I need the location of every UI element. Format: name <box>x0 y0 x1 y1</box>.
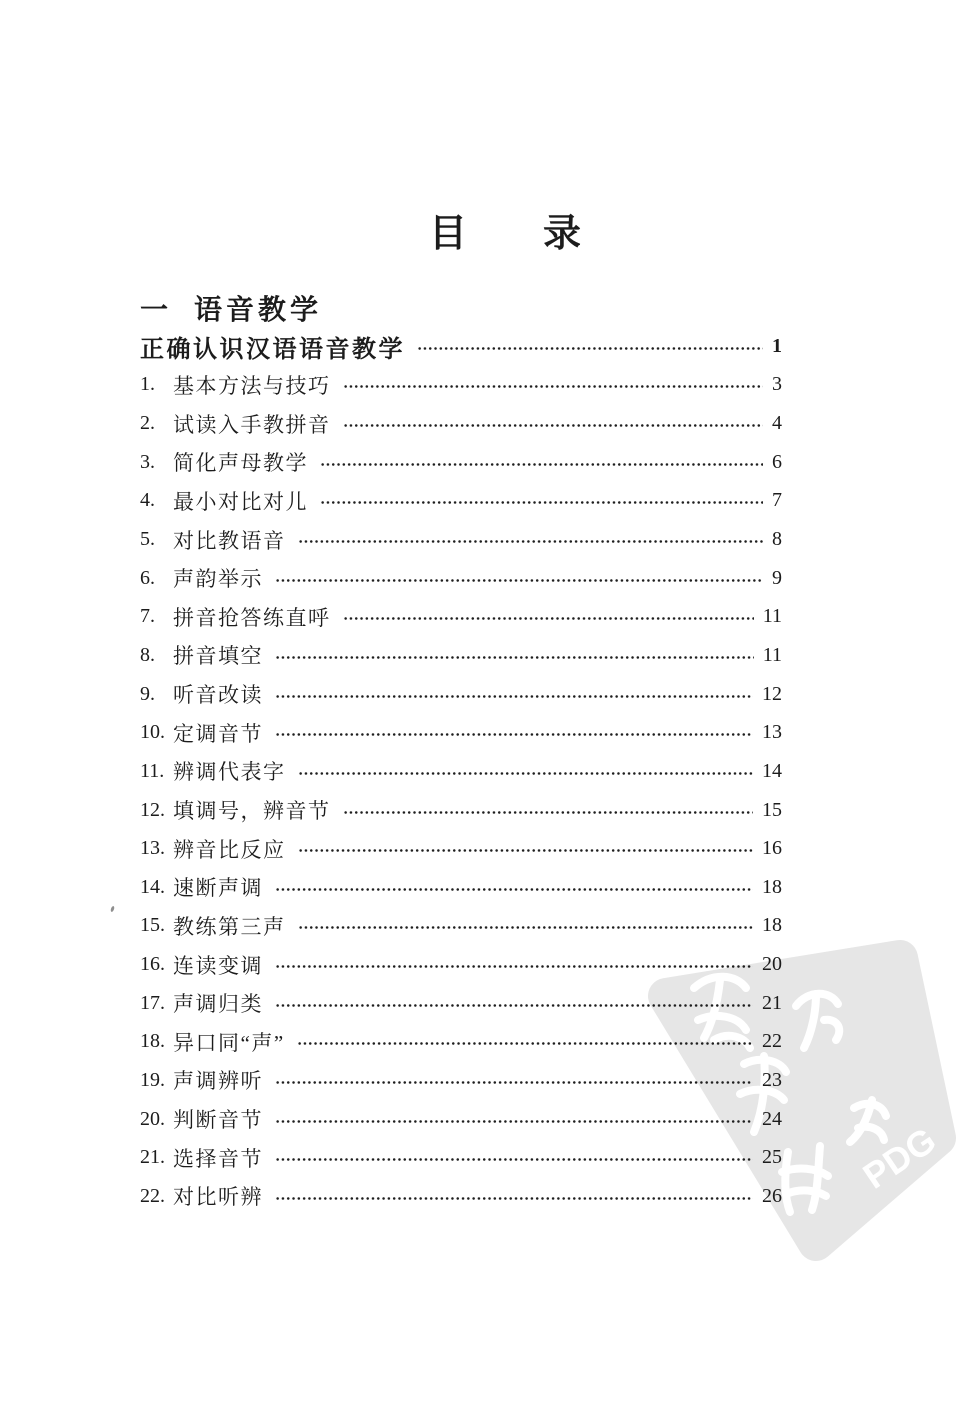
scan-speck <box>110 906 115 913</box>
toc-intro-row <box>140 327 782 366</box>
entry-number: 19. <box>140 1068 165 1091</box>
toc-entry-row <box>140 597 782 636</box>
toc-entry-row <box>140 1138 782 1177</box>
toc-entry-title: 声韵举示 <box>173 567 263 592</box>
toc-entry-title: 正确认识汉语语音教学 <box>140 336 405 363</box>
toc-entry-row <box>140 829 782 868</box>
dot-leader <box>275 1079 753 1086</box>
toc-entry-row <box>140 482 782 521</box>
dot-leader <box>417 345 763 352</box>
dot-leader <box>320 499 763 506</box>
toc-entry-title: 教练第三声 <box>173 914 286 939</box>
dot-leader <box>343 422 764 429</box>
page-number: 1 <box>772 334 782 357</box>
toc-entry-row <box>140 868 782 907</box>
toc-entry-row <box>140 907 782 946</box>
toc-entry-row <box>140 1061 782 1100</box>
page-number: 18 <box>762 875 782 898</box>
entry-number: 15. <box>140 914 165 937</box>
toc-entry-row <box>140 752 782 791</box>
toc-entry-title: 拼音填空 <box>173 644 263 669</box>
page-number: 11 <box>762 605 782 628</box>
dot-leader <box>343 383 764 390</box>
entry-number: 8. <box>140 643 155 666</box>
page-number: 4 <box>772 412 782 435</box>
toc-entry-title: 对比教语音 <box>173 528 286 553</box>
dot-leader <box>298 847 754 854</box>
entry-number: 2. <box>140 412 155 435</box>
dot-leader <box>275 1156 753 1163</box>
entry-number: 14. <box>140 875 165 898</box>
entry-number: 11. <box>140 759 165 782</box>
toc-entry-title: 连读变调 <box>173 953 263 978</box>
section-heading <box>140 288 322 328</box>
toc-entry-row <box>140 713 782 752</box>
entry-number: 5. <box>140 528 155 551</box>
toc-entry-title: 试读入手教拼音 <box>173 412 331 437</box>
toc-entry-title: 听音改读 <box>173 683 263 708</box>
page-number: 8 <box>772 528 782 551</box>
dot-leader <box>343 809 754 816</box>
entry-number: 16. <box>140 953 165 976</box>
toc-entry-row <box>140 945 782 984</box>
dot-leader <box>275 577 763 584</box>
entry-number: 18. <box>140 1030 165 1053</box>
entry-number: 12. <box>140 798 165 821</box>
dot-leader <box>275 1002 753 1009</box>
page-number: 14 <box>762 759 782 782</box>
dot-leader <box>275 654 754 661</box>
dot-leader <box>275 693 753 700</box>
entry-number: 13. <box>140 837 165 860</box>
dot-leader <box>275 886 753 893</box>
page-number: 15 <box>762 798 782 821</box>
page-number: 20 <box>762 953 782 976</box>
toc-entry-title: 速断声调 <box>173 876 263 901</box>
dot-leader <box>275 963 753 970</box>
toc-entry-row <box>140 520 782 559</box>
entry-number: 4. <box>140 489 155 512</box>
toc-entry-title: 声调辨听 <box>173 1069 263 1094</box>
toc-entry-title: 基本方法与技巧 <box>173 373 331 398</box>
dot-leader <box>275 731 753 738</box>
toc-entry-row <box>140 675 782 714</box>
dot-leader <box>320 461 763 468</box>
toc-entry-row <box>140 1177 782 1216</box>
entry-number: 3. <box>140 450 155 473</box>
page-number: 9 <box>772 566 782 589</box>
entry-number: 20. <box>140 1107 165 1130</box>
toc-entry-title: 最小对比对儿 <box>173 489 308 514</box>
page-number: 18 <box>762 914 782 937</box>
toc-list <box>140 327 782 1216</box>
entry-number: 7. <box>140 605 155 628</box>
toc-entry-row <box>140 984 782 1023</box>
toc-entry-row <box>140 1023 782 1062</box>
toc-entry-title: 对比听辨 <box>173 1185 263 1210</box>
toc-entry-title: 简化声母教学 <box>173 451 308 476</box>
page-number: 3 <box>772 373 782 396</box>
toc-entry-row <box>140 791 782 830</box>
entry-number: 17. <box>140 991 165 1014</box>
toc-entry-row <box>140 636 782 675</box>
entry-number: 9. <box>140 682 155 705</box>
toc-entry-title: 异口同“声” <box>173 1030 285 1055</box>
entry-number: 1. <box>140 373 155 396</box>
page-number: 13 <box>762 721 782 744</box>
toc-entry-row <box>140 559 782 598</box>
page-number: 6 <box>772 450 782 473</box>
entry-number: 6. <box>140 566 155 589</box>
dot-leader <box>298 924 754 931</box>
page-title: 目 录 <box>429 213 582 255</box>
toc-entry-row <box>140 443 782 482</box>
page-number: 25 <box>762 1146 782 1169</box>
entry-number: 21. <box>140 1146 165 1169</box>
dot-leader <box>275 1195 753 1202</box>
toc-entry-title: 声调归类 <box>173 992 263 1017</box>
pdg-label: PDG <box>855 1119 944 1197</box>
toc-entry-title: 辨调代表字 <box>173 760 286 785</box>
page-number: 16 <box>762 837 782 860</box>
dot-leader <box>298 538 764 545</box>
toc-entry-title: 辨音比反应 <box>173 837 286 862</box>
toc-entry-row <box>140 404 782 443</box>
page-number: 24 <box>762 1107 782 1130</box>
section-title: 语音教学 <box>194 295 323 326</box>
dot-leader <box>275 1118 753 1125</box>
toc-entry-row <box>140 1100 782 1139</box>
toc-entry-title: 定调音节 <box>173 721 263 746</box>
toc-entry-title: 判断音节 <box>173 1108 263 1133</box>
toc-entry-title: 填调号，辨音节 <box>173 799 331 823</box>
section-number: 一 <box>140 295 169 326</box>
toc-entry-title: 选择音节 <box>173 1146 263 1171</box>
dot-leader <box>298 770 754 777</box>
page-number: 23 <box>762 1068 782 1091</box>
page-number: 11 <box>762 643 782 666</box>
dot-leader <box>297 1040 753 1047</box>
page-number: 7 <box>772 489 782 512</box>
dot-leader <box>343 615 754 622</box>
entry-number: 22. <box>140 1184 165 1207</box>
entry-number: 10. <box>140 721 165 744</box>
page-number: 26 <box>762 1184 782 1207</box>
toc-entry-row <box>140 366 782 405</box>
page-number: 12 <box>762 682 782 705</box>
page-number: 22 <box>762 1030 782 1053</box>
page-number: 21 <box>762 991 782 1014</box>
toc-entry-title: 拼音抢答练直呼 <box>173 605 331 630</box>
